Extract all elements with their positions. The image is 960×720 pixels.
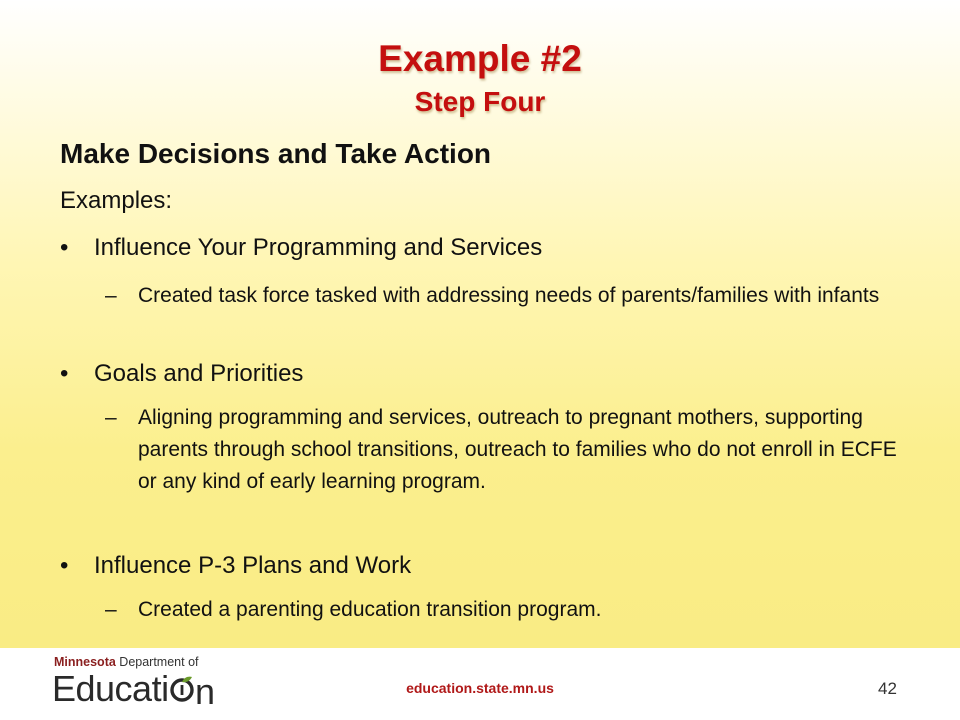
svg-text:n: n xyxy=(195,671,216,712)
footer-url[interactable]: education.state.mn.us xyxy=(406,680,554,696)
sub-item-text: Created task force tasked with addressing needs of parents/families with infants xyxy=(138,284,880,307)
page-number: 42 xyxy=(878,679,897,698)
bullet-icon: • xyxy=(60,360,69,387)
bullet-label: Influence P-3 Plans and Work xyxy=(94,552,412,579)
sub-item-text: Created a parenting education transition program. xyxy=(138,598,602,621)
dash-icon: – xyxy=(105,598,117,621)
slide-subtitle: Step Four xyxy=(414,86,546,117)
sub-item-text: Aligning programming and services, outreach to pregnant mothers, supporting parents through school transitions, outreach to families who do not enroll in ECFE or any kind of early learning program. xyxy=(138,406,897,493)
bullet-label: Goals and Priorities xyxy=(94,360,304,387)
logo-brand: Minnesota xyxy=(54,655,116,669)
bullet-icon: • xyxy=(60,234,69,261)
dash-icon: – xyxy=(105,406,117,429)
logo-wordmark: Educati xyxy=(52,668,169,709)
dash-icon: – xyxy=(105,284,117,307)
bullet-label: Influence Your Programming and Services xyxy=(94,234,543,261)
examples-label: Examples: xyxy=(60,187,173,214)
section-heading: Make Decisions and Take Action xyxy=(60,138,492,169)
slide-title: Example #2 xyxy=(378,38,582,79)
bullet-icon: • xyxy=(60,552,69,579)
logo-dept: Department of xyxy=(115,655,199,669)
logo-top-line xyxy=(54,655,199,669)
